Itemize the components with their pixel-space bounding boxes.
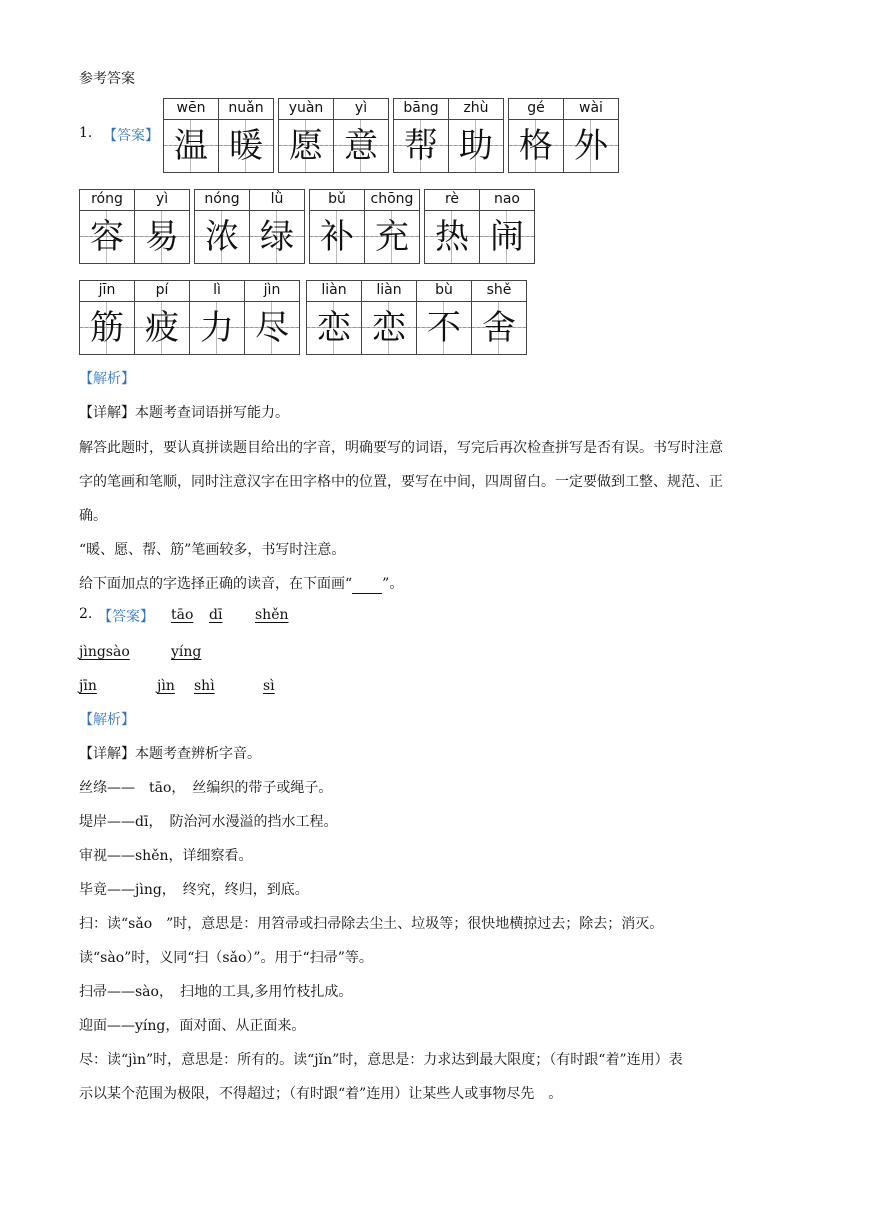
char-cell [425,190,479,263]
tianzige-box [449,119,503,172]
word-box [306,280,527,355]
tianzige-box [164,119,218,172]
char-cell [416,281,471,354]
char-cell [448,99,503,172]
pinyin-label: jìn [263,282,281,298]
question-number-2: 2. [79,606,93,622]
char-cell [195,190,249,263]
chinese-character: 容 [90,217,124,257]
pinyin-label: liàn [321,282,347,298]
pinyin-label: lǜ [270,191,284,207]
pinyin-label: jīn [98,282,116,298]
word-box [424,189,535,264]
instruction-text: 给下面加点的字选择正确的读音，在下面画“ [79,576,353,592]
instruction-text-end: ”。 [382,576,404,592]
chinese-character: 舍 [482,308,516,348]
explanation-line: 读“sào”时，义同“扫（sǎo）”。用于“扫帚”等。 [79,950,373,966]
word-box [278,98,389,173]
chinese-character: 帮 [404,126,438,166]
detail-2: 【详解】本题考查辨析字音。 [79,746,261,762]
chinese-character: 恋 [317,308,351,348]
explanation-line: 迎面——yíng，面对面、从正面来。 [79,1018,306,1034]
answer-pinyin: shì [194,678,215,694]
explanation-line: 审视——shěn，详细察看。 [79,848,253,864]
word-box [79,280,300,355]
chinese-character: 充 [375,217,409,257]
tianzige-box [417,301,471,354]
answer-pinyin: jìn [157,678,175,694]
tianzige-box [80,301,134,354]
char-cell [249,190,304,263]
explanation-line: 毕竟——jìng， 终究，终归，到底。 [79,882,309,898]
pinyin-label: chōng [370,191,414,207]
detail-1: 【详解】本题考查词语拼写能力。 [79,405,289,421]
word-box [393,98,504,173]
tianzige-box [472,301,526,354]
pinyin-label: lì [213,282,221,298]
answer-tag-1: 【答案】 [103,128,159,144]
char-cell [279,99,333,172]
chinese-character: 意 [344,126,378,166]
char-cell [361,281,416,354]
chinese-character: 不 [427,308,461,348]
answer-tag-2: 【答案】 [98,609,154,625]
tianzige-box [564,119,618,172]
tianzige-box [425,210,479,263]
pinyin-label: liàn [376,282,402,298]
chinese-character: 力 [200,308,234,348]
tianzige-box [334,119,388,172]
chinese-character: 暖 [229,126,263,166]
pinyin-label: pí [155,282,169,298]
char-cell [134,281,189,354]
char-cell [310,190,364,263]
explanation-line: 示以某个范围为极限，不得超过；（有时跟“着”连用）让某些人或事物尽先 。 [79,1086,563,1102]
pinyin-label: nóng [204,191,240,207]
char-cell [394,99,448,172]
explanation-line: 字的笔画和笔顺，同时注意汉字在田字格中的位置，要写在中间，四周留白。一定要做到工整、规范、正 [79,474,723,490]
chinese-character: 助 [459,126,493,166]
word-box [508,98,619,173]
pinyin-label: gé [527,100,545,116]
instruction-line [79,574,403,594]
explanation-line: “暖、愿、帮、筋”笔画较多，书写时注意。 [79,542,346,558]
chinese-character: 疲 [145,308,179,348]
tianzige-box [219,119,273,172]
pinyin-label: bāng [403,100,439,116]
answer-pinyin: tāo [171,607,194,623]
pinyin-label: nuǎn [228,100,264,116]
analysis-tag-1: 【解析】 [79,371,135,387]
explanation-line: 扫帚——sào， 扫地的工具,多用竹枝扎成。 [79,984,353,1000]
analysis-tag-2: 【解析】 [79,712,135,728]
char-cell [134,190,189,263]
chinese-character: 筋 [90,308,124,348]
explanation-line: 堤岸——dī， 防治河水漫溢的挡水工程。 [79,814,338,830]
pinyin-label: bǔ [328,191,346,207]
pinyin-label: nao [493,191,521,207]
tianzige-box [480,210,534,263]
chinese-character: 温 [174,126,208,166]
chinese-character: 尽 [255,308,289,348]
explanation-line: 尽：读“jìn”时，意思是：所有的。读“jǐn”时，意思是：力求达到最大限度；（有时跟“着”连用）表 [79,1052,683,1068]
tianzige-box [310,210,364,263]
tianzige-box [250,210,304,263]
char-cell [364,190,419,263]
answer-pinyin: jìngsào [79,644,130,660]
answer-pinyin: shěn [255,607,289,623]
explanation-line: 丝绦—— tāo， 丝编织的带子或绳子。 [79,780,333,796]
pinyin-grid-row-1 [163,98,619,173]
tianzige-box [279,119,333,172]
char-cell [509,99,563,172]
answer-pinyin: yíng [171,644,202,660]
tianzige-box [509,119,563,172]
tianzige-box [245,301,299,354]
pinyin-label: wēn [176,100,206,116]
char-cell [189,281,244,354]
char-cell [471,281,526,354]
pinyin-label: róng [91,191,123,207]
tianzige-box [365,210,419,263]
chinese-character: 恋 [372,308,406,348]
pinyin-label: bù [435,282,453,298]
pinyin-label: shě [486,282,512,298]
page-header: 参考答案 [79,71,135,87]
chinese-character: 格 [519,126,553,166]
chinese-character: 浓 [205,217,239,257]
pinyin-label: yì [354,100,368,116]
tianzige-box [195,210,249,263]
pinyin-label: zhù [463,100,489,116]
chinese-character: 愿 [289,126,323,166]
word-box [309,189,420,264]
char-cell [479,190,534,263]
char-cell [164,99,218,172]
char-cell [218,99,273,172]
chinese-character: 补 [320,217,354,257]
pinyin-grid-row-3 [79,280,527,355]
word-box [194,189,305,264]
tianzige-box [80,210,134,263]
char-cell [333,99,388,172]
chinese-character: 热 [435,217,469,257]
tianzige-box [394,119,448,172]
char-cell [307,281,361,354]
pinyin-label: rè [444,191,460,207]
question-number-1: 1. [79,125,93,141]
answer-pinyin: sì [263,678,275,694]
explanation-line: 解答此题时，要认真拼读题目给出的字音，明确要写的词语，写完后再次检查拼写是否有误。书写时注意 [79,440,723,456]
answer-pinyin: dī [209,607,223,623]
word-box [163,98,274,173]
chinese-character: 外 [574,126,608,166]
char-cell [80,190,134,263]
pinyin-label: yì [155,191,169,207]
tianzige-box [135,301,189,354]
char-cell [244,281,299,354]
chinese-character: 绿 [260,217,294,257]
pinyin-label: yuàn [288,100,324,116]
chinese-character: 易 [145,217,179,257]
pinyin-label: wài [579,100,603,116]
chinese-character: 闹 [490,217,524,257]
answer-pinyin: jīn [79,678,97,694]
tianzige-box [362,301,416,354]
explanation-line: 扫：读“sǎo ”时，意思是：用笤帚或扫帚除去尘土、垃圾等；很快地横掠过去；除去；消灭。 [79,916,664,932]
tianzige-box [190,301,244,354]
char-cell [563,99,618,172]
explanation-line: 确。 [79,508,107,524]
char-cell [80,281,134,354]
word-box [79,189,190,264]
pinyin-grid-row-2 [79,189,535,264]
answer-blank [352,579,382,594]
tianzige-box [135,210,189,263]
tianzige-box [307,301,361,354]
